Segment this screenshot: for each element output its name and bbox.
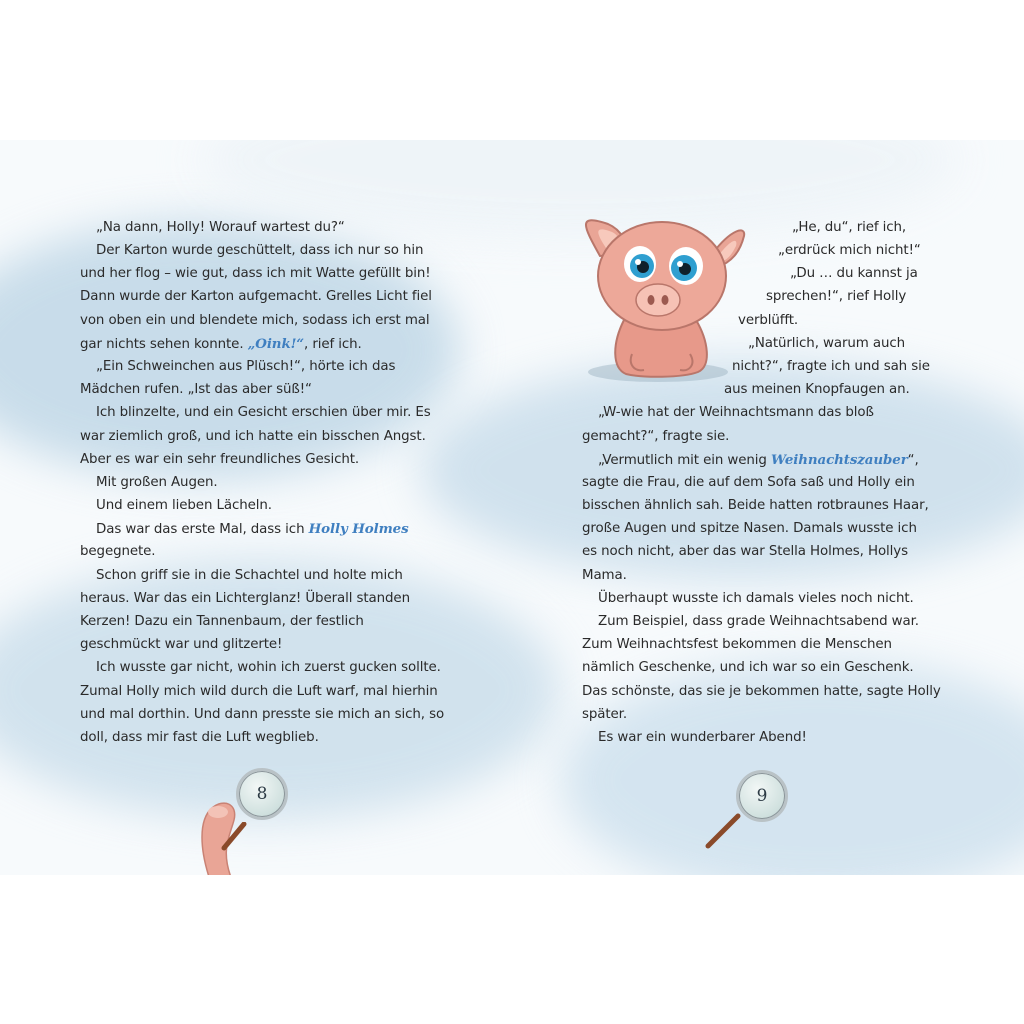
text-fragment: gar nichts sehen konnte. [80, 337, 244, 352]
text-fragment: „Vermutlich mit ein wenig [598, 453, 767, 468]
text-line: Mama. [582, 568, 627, 583]
text-line: bisschen ähnlich sah. Beide hatten rotbraunes Haar, [582, 498, 929, 513]
text-line: Zum Weihnachtsfest bekommen die Menschen [582, 637, 892, 652]
text-line: sagte die Frau, die auf dem Sofa saß und Holly ein [582, 475, 915, 490]
magnifying-glass-icon [218, 822, 248, 852]
magnifying-glass-icon [702, 812, 742, 852]
text-line: Mit großen Augen. [96, 475, 218, 490]
text-line: Kerzen! Dazu ein Tannenbaum, der festlich [80, 614, 364, 629]
text-line: Mädchen rufen. „Ist das aber süß!“ [80, 382, 312, 397]
text-line: es noch nicht, aber das war Stella Holmes, Hollys [582, 544, 908, 559]
text-fragment: “, [907, 453, 919, 468]
text-fragment: , rief ich. [304, 337, 362, 352]
text-line: „He, du“, rief ich, [792, 220, 907, 235]
text-line: „Na dann, Holly! Worauf wartest du?“ [96, 220, 345, 235]
text-line: geschmückt war und glitzerte! [80, 637, 283, 652]
weihnachtszauber-word: Weihnachtszauber [770, 452, 908, 468]
text-fragment: Das war das erste Mal, dass ich [96, 522, 305, 537]
text-line: später. [582, 707, 628, 722]
text-line: Zumal Holly mich wild durch die Luft warf, mal hierhin [80, 684, 438, 699]
text-line: Zum Beispiel, dass grade Weihnachtsabend war. [598, 614, 919, 629]
text-line: Der Karton wurde geschüttelt, dass ich nur so hin [96, 243, 424, 258]
text-line: und mal dorthin. Und dann presste sie mich an sich, so [80, 707, 445, 722]
oink-exclamation: „Oink!“ [247, 336, 305, 352]
text-line: „Du … du kannst ja [790, 266, 918, 281]
text-line: nämlich Geschenke, und ich war so ein Geschenk. [582, 660, 914, 675]
text-line: sprechen!“, rief Holly [766, 289, 907, 304]
text-line: von oben ein und blendete mich, sodass ich erst mal [80, 313, 430, 328]
text-line: war ziemlich groß, und ich hatte ein bisschen Angst. [80, 429, 426, 444]
text-line: Ich wusste gar nicht, wohin ich zuerst gucken sollte. [96, 660, 441, 675]
text-line: Dann wurde der Karton aufgemacht. Grelles Licht fiel [80, 289, 432, 304]
text-line: Und einem lieben Lächeln. [96, 498, 272, 513]
text-line: begegnete. [80, 544, 156, 559]
holly-holmes-name: Holly Holmes [308, 521, 409, 537]
page-number-9: 9 [736, 770, 788, 822]
page-number-8: 8 [236, 768, 288, 820]
text-line-holly [96, 519, 409, 539]
text-line: Das schönste, das sie je bekommen hatte, sagte Holly [582, 684, 941, 699]
text-line: doll, dass mir fast die Luft wegblieb. [80, 730, 319, 745]
text-line-magic [598, 450, 919, 470]
text-line: verblüfft. [738, 313, 799, 328]
text-line: Überhaupt wusste ich damals vieles noch nicht. [598, 591, 914, 606]
text-line: heraus. War das ein Lichterglanz! Überall standen [80, 591, 410, 606]
text-line: „Ein Schweinchen aus Plüsch!“, hörte ich das [96, 359, 396, 374]
left-page-text [0, 140, 512, 875]
text-line: Schon griff sie in die Schachtel und holte mich [96, 568, 403, 583]
text-line: „W-wie hat der Weihnachtsmann das bloß [598, 405, 874, 420]
text-line: Ich blinzelte, und ein Gesicht erschien über mir. Es [96, 405, 431, 420]
text-line: aus meinen Knopfaugen an. [724, 382, 910, 397]
book-spread [0, 140, 1024, 875]
text-line: nicht?“, fragte ich und sah sie [732, 359, 930, 374]
text-line: große Augen und spitze Nasen. Damals wusste ich [582, 521, 917, 536]
text-line: gemacht?“, fragte sie. [582, 429, 730, 444]
text-line: und her flog – wie gut, dass ich mit Watte gefüllt bin! [80, 266, 431, 281]
text-line: „erdrück mich nicht!“ [778, 243, 921, 258]
text-line: Es war ein wunderbarer Abend! [598, 730, 807, 745]
right-page-text [512, 140, 1024, 875]
text-line-oink [80, 334, 362, 354]
text-line: Aber es war ein sehr freundliches Gesicht. [80, 452, 360, 467]
text-line: „Natürlich, warum auch [748, 336, 905, 351]
